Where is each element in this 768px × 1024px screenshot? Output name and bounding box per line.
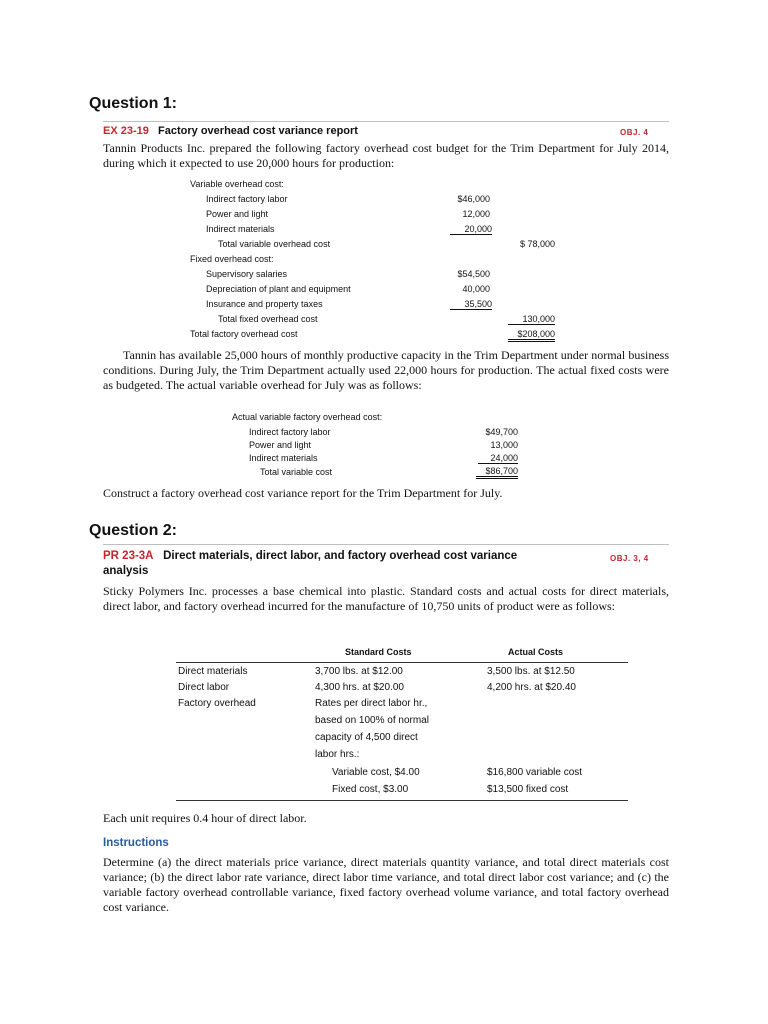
budget-var-item-amount: $46,000 [457, 194, 490, 204]
actual-item-amount: 13,000 [490, 440, 518, 450]
budget-var-total-label: Total variable overhead cost [218, 239, 331, 249]
actual-item-label: Indirect factory labor [249, 427, 331, 437]
cost-table-footer-rule [176, 800, 628, 801]
actual-total-label: Total variable cost [260, 467, 333, 477]
standard-fixed-cost: Fixed cost, $3.00 [332, 784, 409, 795]
problem-title-line1: Direct materials, direct labor, and factory overhead cost variance [163, 550, 518, 562]
exercise-objective: OBJ. 4 [620, 128, 649, 137]
actual-fixed-cost: $13,500 fixed cost [487, 784, 569, 795]
problem-title-line2: analysis [103, 565, 149, 577]
row-label-direct-labor: Direct labor [178, 682, 230, 693]
exercise-code: EX 23-19 [103, 125, 149, 137]
budget-fixed-header: Fixed overhead cost: [190, 254, 274, 264]
budget-var-item-label: Indirect factory labor [206, 194, 288, 204]
row-label-factory-overhead: Factory overhead [178, 698, 256, 709]
budget-var-item-label: Indirect materials [206, 224, 275, 234]
budget-fixed-item-amount: 40,000 [462, 284, 490, 294]
actual-total: $86,700 [476, 466, 518, 479]
budget-variable-header: Variable overhead cost: [190, 179, 284, 189]
standard-overhead-rate-line: capacity of 4,500 direct [315, 732, 418, 743]
actual-direct-labor: 4,200 hrs. at $20.40 [487, 682, 576, 693]
question-2-divider [103, 544, 669, 545]
exercise-title: Factory overhead cost variance report [158, 125, 358, 137]
actual-item-amount: $49,700 [485, 427, 518, 437]
exercise-heading [103, 125, 358, 137]
budget-var-total: $ 78,000 [519, 239, 555, 249]
actual-item-label: Power and light [249, 440, 312, 450]
budget-fixed-item-amount: 35,500 [450, 299, 492, 310]
question-2-title: Question 2: [89, 522, 178, 539]
col-header-standard: Standard Costs [345, 647, 412, 657]
cost-table-header-rule [176, 662, 628, 663]
budget-fixed-item-label: Supervisory salaries [206, 269, 288, 279]
instructions-text: Determine (a) the direct materials price variance, direct materials quantity variance, and total direct materials cost variance; (b) the direct labor rate variance, direct labor time variance, and total direct labor cost variance; and (c) the variable factory overhead controllable variance, fixed factory overhead volume variance, and total factory overhead cost variance. [103, 855, 669, 914]
budget-var-item-amount: 20,000 [450, 224, 492, 235]
standard-variable-cost: Variable cost, $4.00 [332, 767, 420, 778]
actual-variable-header: Actual variable factory overhead cost: [232, 412, 383, 422]
question-1-instruction: Construct a factory overhead cost variance report for the Trim Department for July. [103, 486, 503, 500]
col-header-actual: Actual Costs [508, 647, 564, 657]
capacity-paragraph: Tannin has available 25,000 hours of monthly productive capacity in the Trim Department under normal business conditions. During July, the Trim Department actually used 22,000 hours for production. The actual fixed costs were as budgeted. The actual variable overhead for July was as follows: [103, 348, 669, 392]
standard-overhead-rate-line: Rates per direct labor hr., [315, 698, 428, 709]
question-1-divider [103, 121, 669, 122]
budget-fixed-total: 130,000 [508, 314, 555, 325]
actual-item-amount: 24,000 [478, 453, 518, 464]
budget-fixed-item-label: Depreciation of plant and equipment [206, 284, 351, 294]
budget-grand-total: $208,000 [508, 329, 555, 342]
budget-fixed-item-amount: $54,500 [457, 269, 490, 279]
actual-item-label: Indirect materials [249, 453, 318, 463]
direct-labor-note: Each unit requires 0.4 hour of direct labor. [103, 811, 307, 825]
problem-objective: OBJ. 3, 4 [610, 554, 649, 563]
instructions-title: Instructions [103, 837, 169, 849]
budget-var-item-amount: 12,000 [462, 209, 490, 219]
budget-var-item-label: Power and light [206, 209, 269, 219]
standard-overhead-rate-line: based on 100% of normal [315, 715, 429, 726]
standard-direct-labor: 4,300 hrs. at $20.00 [315, 682, 404, 693]
standard-direct-materials: 3,700 lbs. at $12.00 [315, 666, 403, 677]
actual-variable-cost: $16,800 variable cost [487, 767, 583, 778]
problem-intro: Sticky Polymers Inc. processes a base chemical into plastic. Standard costs and actual costs for direct materials, direct labor, and factory overhead incurred for the manufacture of 10,750 units of product were as follows: [103, 584, 669, 613]
budget-fixed-total-label: Total fixed overhead cost [218, 314, 318, 324]
standard-overhead-rate-line: labor hrs.: [315, 749, 360, 760]
problem-code: PR 23-3A [103, 550, 154, 562]
budget-fixed-item-label: Insurance and property taxes [206, 299, 323, 309]
actual-direct-materials: 3,500 lbs. at $12.50 [487, 666, 575, 677]
budget-grand-total-label: Total factory overhead cost [190, 329, 298, 339]
row-label-direct-materials: Direct materials [178, 666, 248, 677]
question-1-title: Question 1: [89, 95, 178, 112]
exercise-intro: Tannin Products Inc. prepared the following factory overhead cost budget for the Trim Department for July 2014, during which it expected to use 20,000 hours for production: [103, 141, 669, 170]
problem-heading [103, 549, 583, 579]
